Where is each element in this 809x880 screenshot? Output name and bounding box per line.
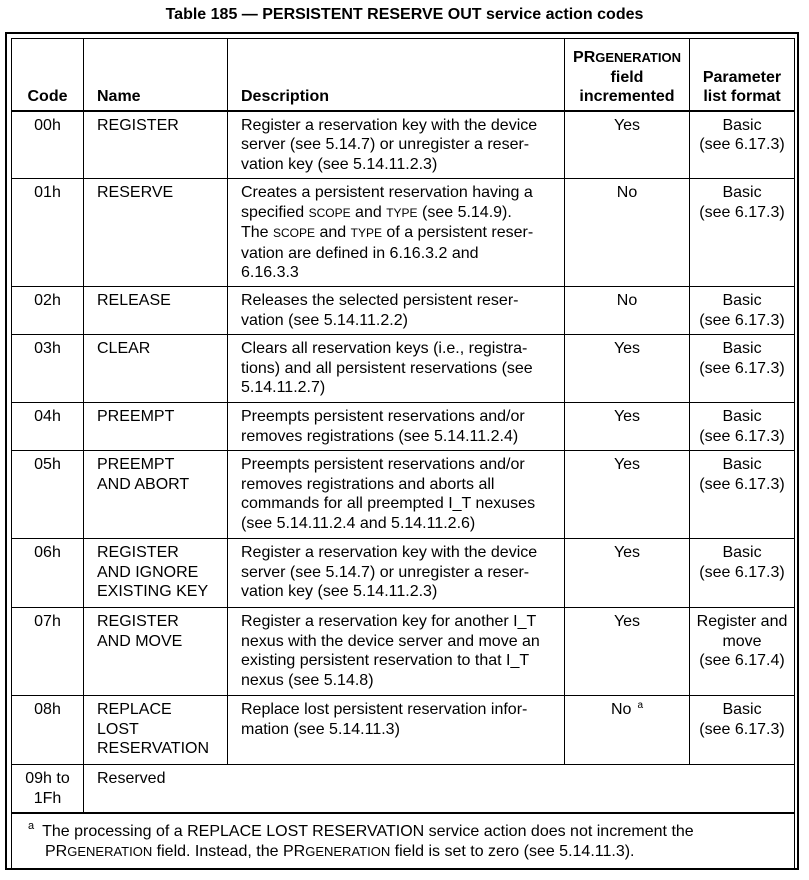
cell-format: Register and move (see 6.17.4) bbox=[690, 608, 795, 696]
table-row bbox=[12, 696, 795, 765]
cell-code: 03h bbox=[12, 335, 84, 403]
cell-format: Basic (see 6.17.3) bbox=[690, 287, 795, 335]
service-action-table bbox=[11, 38, 795, 869]
header-parameter-list-format: Parameter list format bbox=[690, 39, 795, 111]
table-row bbox=[12, 403, 795, 451]
table-title: Table 185 — PERSISTENT RESERVE OUT service action codes bbox=[165, 6, 644, 23]
cell-description: Replace lost persistent reservation infor- mation (see 5.14.11.3) bbox=[228, 696, 565, 765]
footnote-ref: a bbox=[637, 699, 643, 711]
cell-prgen: No $^a$ bbox=[565, 696, 690, 765]
cell-name: RESERVE bbox=[84, 179, 228, 287]
cell-code: 04h bbox=[12, 403, 84, 451]
cell-prgen: No bbox=[565, 179, 690, 287]
cell-code: 00h bbox=[12, 111, 84, 179]
cell-description: Releases the selected persistent reser- vation (see 5.14.11.2.2) bbox=[228, 287, 565, 335]
cell-name: REGISTER AND IGNORE EXISTING KEY bbox=[84, 539, 228, 608]
cell-format: Basic (see 6.17.3) bbox=[690, 451, 795, 539]
cell-code: 08h bbox=[12, 696, 84, 765]
table-frame bbox=[5, 32, 799, 870]
table-row bbox=[12, 451, 795, 539]
cell-description: Register a reservation key with the device server (see 5.14.7) or unregister a reser- vation key (see 5.14.11.2.3) bbox=[228, 539, 565, 608]
cell-code: 02h bbox=[12, 287, 84, 335]
table-row bbox=[12, 765, 795, 813]
table-row bbox=[12, 539, 795, 608]
footnote-row bbox=[12, 813, 795, 869]
cell-format: Basic (see 6.17.3) bbox=[690, 111, 795, 179]
cell-prgen: Yes bbox=[565, 539, 690, 608]
cell-description: Register a reservation key for another I_T nexus with the device server and move an existing persistent reservation to that I_T nexus (see 5.14.8) bbox=[228, 608, 565, 696]
cell-name: PREEMPT bbox=[84, 403, 228, 451]
cell-code: 05h bbox=[12, 451, 84, 539]
table-row bbox=[12, 111, 795, 179]
cell-description: Register a reservation key with the device server (see 5.14.7) or unregister a reser- vation key (see 5.14.11.2.3) bbox=[228, 111, 565, 179]
cell-description: Creates a persistent reservation having a specified SCOPE and TYPE (see 5.14.9). The SCOPE and TYPE of a persistent reser- vation are defined in 6.16.3.2 and 6.16.3.3 bbox=[228, 179, 565, 287]
cell-name: CLEAR bbox=[84, 335, 228, 403]
cell-name: PREEMPT AND ABORT bbox=[84, 451, 228, 539]
cell-prgen: Yes bbox=[565, 111, 690, 179]
cell-description: Preempts persistent reservations and/or removes registrations (see 5.14.11.2.4) bbox=[228, 403, 565, 451]
cell-description: Preempts persistent reservations and/or removes registrations and aborts all commands for all preempted I_T nexuses (see 5.14.11.2.4 and 5.14.11.2.6) bbox=[228, 451, 565, 539]
footnote: $^a$ The processing of a REPLACE LOST RESERVATION service action does not increment the PRGENERATION field. Instead, the PRGENERATION field is set to zero (see 5.14.11.3). bbox=[12, 813, 795, 869]
cell-prgen: No bbox=[565, 287, 690, 335]
cell-format: Basic (see 6.17.3) bbox=[690, 539, 795, 608]
table-row bbox=[12, 287, 795, 335]
table-row bbox=[12, 608, 795, 696]
table-row bbox=[12, 179, 795, 287]
header-prgeneration: PRGENERATION field incremented bbox=[565, 39, 690, 111]
cell-format: Basic (see 6.17.3) bbox=[690, 335, 795, 403]
cell-format: Basic (see 6.17.3) bbox=[690, 179, 795, 287]
cell-prgen: Yes bbox=[565, 335, 690, 403]
cell-prgen: Yes bbox=[565, 451, 690, 539]
cell-prgen: Yes bbox=[565, 403, 690, 451]
table-row bbox=[12, 335, 795, 403]
cell-code: 06h bbox=[12, 539, 84, 608]
header-code: Code bbox=[12, 39, 84, 111]
cell-code: 07h bbox=[12, 608, 84, 696]
cell-description: Clears all reservation keys (i.e., registra- tions) and all persistent reservations (see 5.14.11.2.7) bbox=[228, 335, 565, 403]
header-description: Description bbox=[228, 39, 565, 111]
cell-prgen: Yes bbox=[565, 608, 690, 696]
cell-name: REGISTER AND MOVE bbox=[84, 608, 228, 696]
cell-name: REGISTER bbox=[84, 111, 228, 179]
cell-code: 01h bbox=[12, 179, 84, 287]
cell-code: 09h to 1Fh bbox=[12, 765, 84, 813]
cell-name: RELEASE bbox=[84, 287, 228, 335]
cell-format: Basic (see 6.17.3) bbox=[690, 403, 795, 451]
cell-reserved: Reserved bbox=[84, 765, 795, 813]
header-name: Name bbox=[84, 39, 228, 111]
footnote-mark: a bbox=[28, 820, 35, 833]
cell-name: REPLACE LOST RESERVATION bbox=[84, 696, 228, 765]
header-row bbox=[12, 39, 795, 111]
cell-format: Basic (see 6.17.3) bbox=[690, 696, 795, 765]
